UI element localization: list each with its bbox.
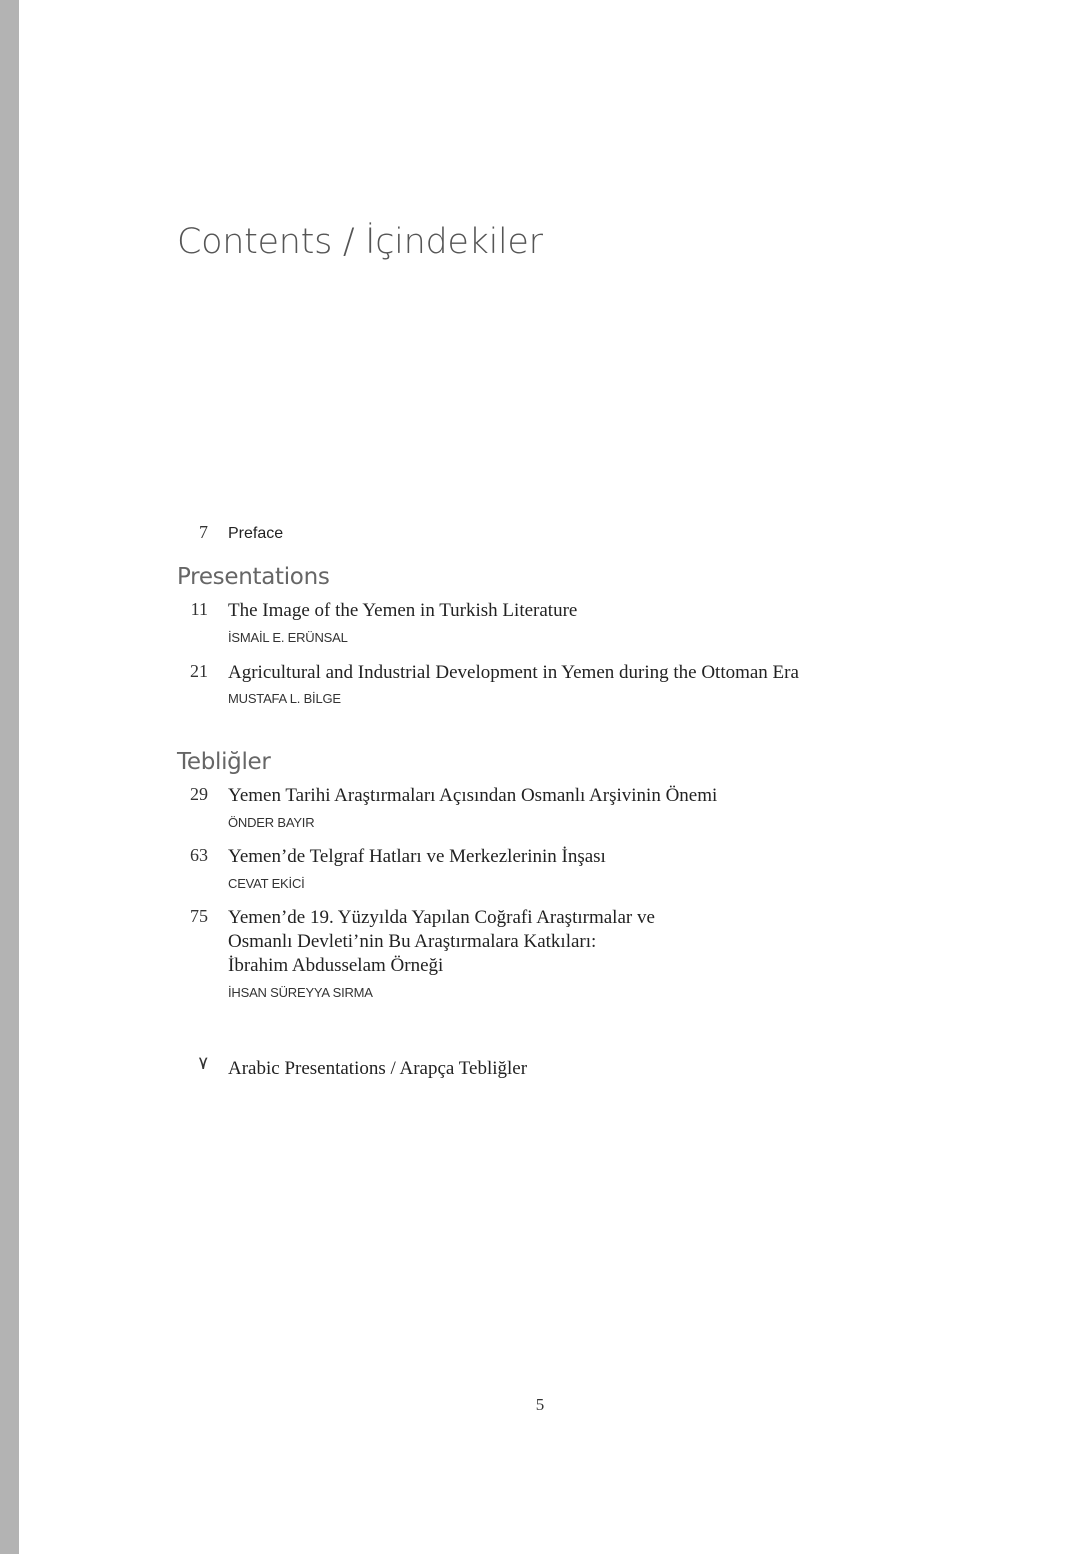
toc-entry-author: MUSTAFA L. BİLGE bbox=[228, 691, 341, 706]
toc-entry-title: Yemen Tarihi Araştırmaları Açısından Osmanlı Arşivinin Önemi bbox=[228, 785, 718, 806]
toc-entry-title-line: Yemen’de 19. Yüzyılda Yapılan Coğrafi Araştırmalar ve bbox=[228, 907, 655, 928]
toc-entry-title-line: İbrahim Abdusselam Örneği bbox=[228, 955, 444, 976]
toc-page-number: 11 bbox=[190, 599, 208, 619]
toc-entry-title: Agricultural and Industrial Development in Yemen during the Ottoman Era bbox=[228, 662, 799, 683]
toc-entry-author: İSMAİL E. ERÜNSAL bbox=[228, 630, 348, 645]
toc-page-number: 75 bbox=[190, 906, 208, 926]
page-edge-bar bbox=[0, 0, 19, 1554]
toc-page-number: 7 bbox=[199, 522, 208, 542]
toc-page-number: 63 bbox=[190, 845, 208, 865]
toc-entry-title: Arabic Presentations / Arapça Tebliğler bbox=[228, 1058, 528, 1079]
section-heading-presentations: Presentations bbox=[177, 564, 330, 590]
toc-entry-title: The Image of the Yemen in Turkish Literature bbox=[228, 600, 578, 621]
toc-page-number: 29 bbox=[190, 784, 208, 804]
section-heading-tebligler: Tebliğler bbox=[177, 749, 271, 775]
page-number: 5 bbox=[535, 1395, 545, 1414]
toc-page-number: 21 bbox=[190, 661, 208, 681]
toc-entry-title-line: Osmanlı Devleti’nin Bu Araştırmalara Katkıları: bbox=[228, 931, 597, 952]
toc-page-number: ٧ bbox=[198, 1053, 208, 1073]
toc-entry-title: Yemen’de Telgraf Hatları ve Merkezlerinin İnşası bbox=[228, 846, 606, 867]
toc-entry-title: Preface bbox=[228, 525, 284, 542]
toc-entry-author: ÖNDER BAYIR bbox=[228, 815, 315, 830]
toc-entry-author: CEVAT EKİCİ bbox=[228, 876, 305, 891]
page-title: Contents / İçindekiler bbox=[177, 222, 543, 262]
toc-entry-author: İHSAN SÜREYYA SIRMA bbox=[228, 985, 373, 1000]
